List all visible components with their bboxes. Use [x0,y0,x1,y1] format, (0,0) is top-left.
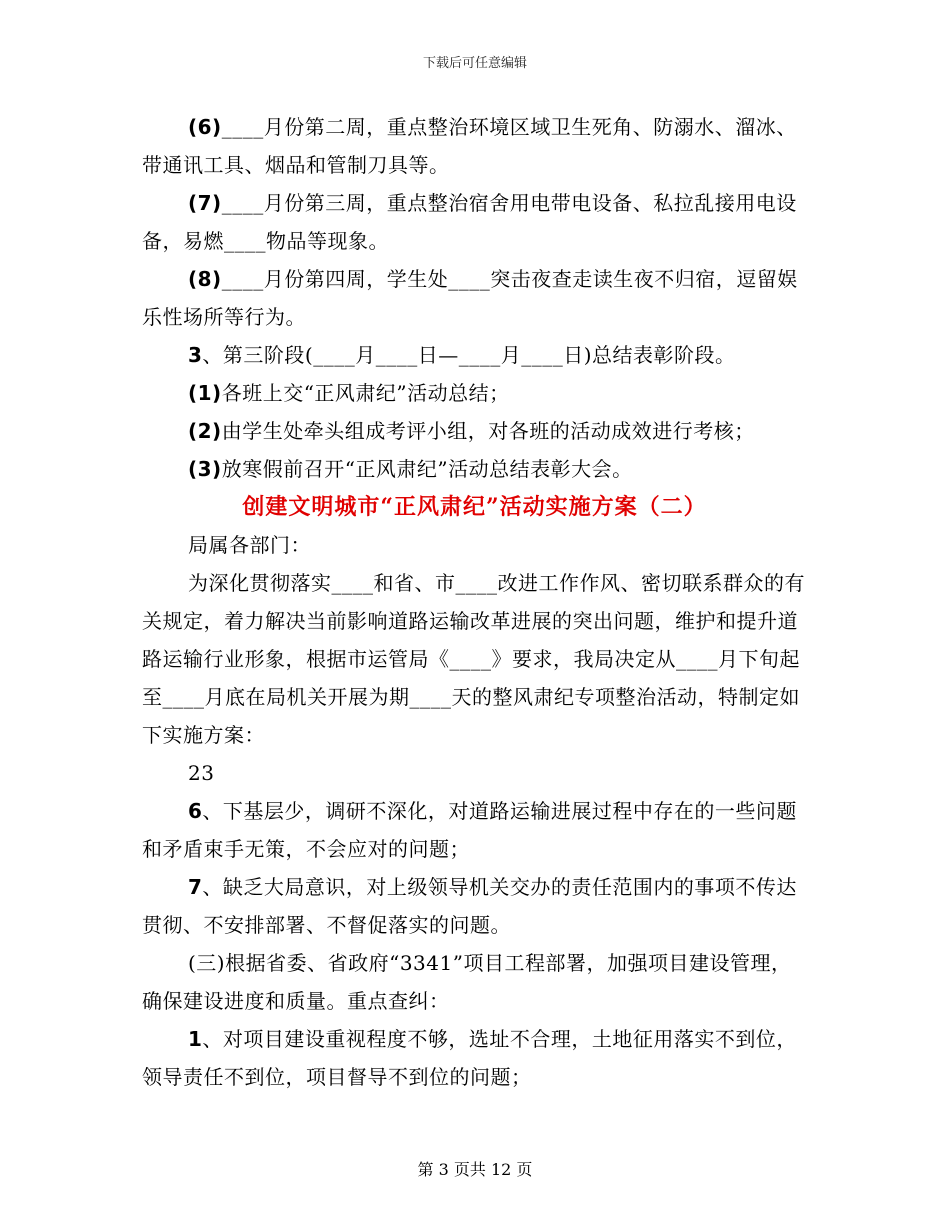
item-text: ____月份第二周，重点整治环境区域卫生死角、防溺水、溜冰、带通讯工具、烟品和管制刀具等。 [142,115,797,177]
item-number: (7) [188,191,222,215]
paragraph [142,944,807,1020]
item-number: 1 [188,1027,203,1051]
paragraph [142,526,807,564]
item-text: 各班上交“正风肃纪”活动总结； [221,381,510,405]
item-number: 6 [188,799,203,823]
list-item [142,868,807,944]
list-item [142,184,807,260]
item-text: 放寒假前召开“正风肃纪”活动总结表彰大会。 [221,457,633,481]
item-number: 7 [188,875,203,899]
list-item [142,108,807,184]
item-text: 、缺乏大局意识，对上级领导机关交办的责任范围内的事项不传达贯彻、不安排部署、不督促落实的问题。 [142,875,797,937]
item-number: (1) [188,381,222,405]
page-footer: 第 3 页共 12 页 [417,1160,533,1179]
item-text: 23 [188,761,215,785]
item-text: 由学生处牵头组成考评小组，对各班的活动成效进行考核； [221,419,755,443]
list-item [142,450,807,488]
list-item [142,336,807,374]
paragraph [142,564,807,754]
list-item [142,374,807,412]
item-text: ____月份第四周，学生处____突击夜查走读生夜不归宿，逗留娱乐性场所等行为。 [142,267,798,329]
item-text: 为深化贯彻落实____和省、市____改进工作作风、密切联系群众的有关规定，着力解决当前影响道路运输改革进展的突出问题，维护和提升道路运输行业形象，根据市运管局《____》要求，我局决定从____月下旬起至____月底在局机关开展为期____天的整风肃纪专项整治活动，特制定如下实施方案： [142,571,805,747]
item-text: 、对项目建设重视程度不够，选址不合理，土地征用落实不到位，领导责任不到位，项目督导不到位的问题； [142,1027,797,1089]
document-body [142,108,807,1096]
item-text: (三)根据省委、省政府“3341”项目工程部署，加强项目建设管理，确保建设进度和质量。重点查纠： [142,951,792,1013]
list-item [142,792,807,868]
list-item [142,1020,807,1096]
item-text: 、下基层少，调研不深化，对道路运输进展过程中存在的一些问题和矛盾束手无策，不会应对的问题； [142,799,797,861]
list-item [142,412,807,450]
item-text: 局属各部门： [188,533,311,557]
item-text: ____月份第三周，重点整治宿舍用电带电设备、私拉乱接用电设备，易燃____物品等现象。 [142,191,797,253]
item-number: (2) [188,419,222,443]
bottom-list [142,526,807,1096]
item-number: (8) [188,267,222,291]
top-list [142,108,807,488]
page-header: 下载后可任意编辑 [422,56,527,71]
item-number: (3) [188,457,222,481]
paragraph [142,754,807,792]
item-text: 、第三阶段(____月____日—____月____日)总结表彰阶段。 [202,343,736,367]
section-title: 创建文明城市“正风肃纪”活动实施方案（二） [242,494,707,520]
item-number: (6) [188,115,222,139]
list-item [142,260,807,336]
item-number: 3 [188,343,203,367]
